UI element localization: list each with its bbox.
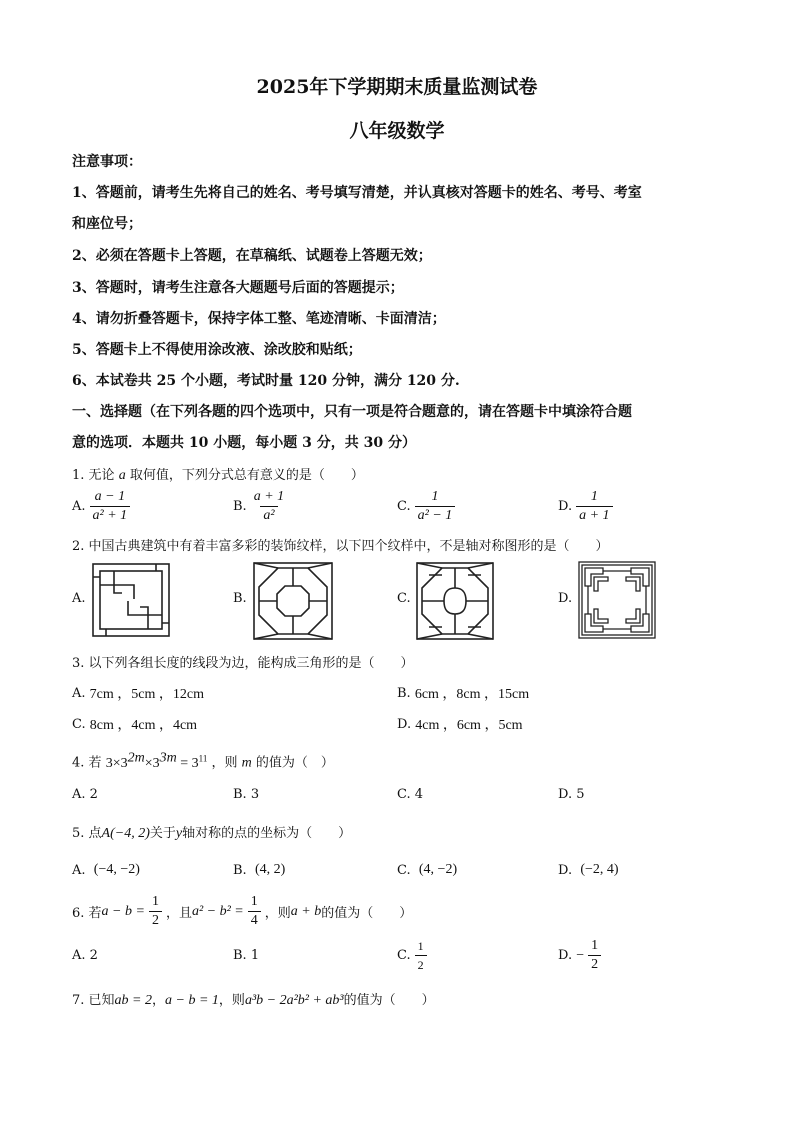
option-letter: B. (233, 948, 247, 963)
q2-pattern-d-image (578, 561, 656, 639)
exam-subtitle: 八年级数学 (349, 120, 445, 142)
q4-expression (105, 750, 208, 771)
option-letter: C. (397, 862, 411, 878)
option-letter: C. (397, 499, 411, 514)
q7-expr3: a³b − 2a²b² + ab³ (244, 993, 344, 1008)
q5-stem-a: 5. 点 (72, 826, 102, 841)
q1-option-d[interactable] (558, 489, 617, 524)
numerator: a − 1 (94, 489, 126, 504)
option-text: 4 (414, 787, 424, 802)
q7-sep: ， (152, 993, 166, 1008)
q7-expr1: ab = 2 (114, 993, 152, 1008)
q4-option-b[interactable] (233, 787, 259, 802)
fraction (415, 938, 427, 973)
q2-option-a-letter[interactable]: A. (72, 591, 86, 606)
q4-expr: 3×3 (105, 755, 128, 771)
option-text: (−2, 4) (580, 862, 619, 877)
note-line-5: 5、答题卡上不得使用涂改液、涂改胶和贴纸； (72, 342, 362, 358)
option-text: 1 (250, 948, 260, 963)
denominator: a² − 1 (415, 506, 456, 524)
option-letter: D. (558, 787, 573, 802)
option-letter: C. (397, 948, 411, 963)
q4-exp2: 3m (159, 750, 177, 765)
question-4-stem (72, 750, 334, 772)
option-letter: D. (558, 862, 573, 878)
q6-expr3: a + b (290, 903, 322, 919)
q6-option-d[interactable] (558, 938, 605, 973)
minus-sign: − (576, 947, 585, 963)
numerator: a + 1 (253, 489, 285, 504)
q2-option-c-letter[interactable]: C. (397, 591, 411, 606)
option-text: (−4, −2) (93, 862, 140, 877)
q4-exp1: 2m (127, 750, 145, 765)
q3-option-c[interactable] (72, 714, 197, 734)
q7-stem-b: ，则 (218, 993, 245, 1008)
numerator: 1 (591, 938, 599, 953)
q2-option-d-letter[interactable]: D. (558, 591, 573, 606)
denominator: 2 (149, 911, 162, 929)
numerator: 1 (417, 939, 424, 953)
fraction (90, 489, 131, 524)
q5-option-b[interactable] (233, 862, 285, 878)
option-text: 6cm ，8cm ，15cm (414, 687, 530, 702)
q6-stem-d: 的值为（ ） (321, 906, 413, 921)
question-3-stem: 3. 以下列各组长度的线段为边，能构成三角形的是（ ） (72, 656, 414, 671)
option-letter: A. (72, 948, 86, 963)
exam-title: 2025年下学期期末质量监测试卷 (256, 76, 538, 98)
question-5-stem (72, 822, 351, 842)
option-letter: D. (558, 499, 573, 514)
q5-point: A(−4, 2) (101, 826, 150, 841)
option-letter: A. (72, 787, 86, 802)
option-text: 4cm ，6cm ，5cm (415, 718, 523, 733)
note-line-2: 2、必须在答题卡上答题，在草稿纸、试题卷上答题无效； (72, 248, 432, 264)
option-text: 2 (89, 787, 98, 802)
numerator: 1 (151, 894, 159, 909)
option-letter: B. (233, 787, 247, 802)
option-letter: B. (233, 499, 247, 514)
q7-stem-c: 的值为（ ） (343, 993, 435, 1008)
denominator: 2 (415, 955, 427, 973)
note-line-6: 6、本试卷共 25 个小题，考试时量 120 分钟，满分 120 分. (72, 373, 460, 389)
q5-option-c[interactable] (397, 862, 457, 878)
fraction (415, 489, 456, 524)
q1-option-a[interactable] (72, 489, 134, 524)
q6-option-a[interactable] (72, 948, 98, 963)
q4-option-d[interactable] (558, 787, 585, 802)
q4-expr3: = 3 (176, 755, 199, 771)
question-1-stem (72, 464, 364, 484)
q1-stem-a: 1. 无论 (72, 468, 115, 483)
option-text: 2 (89, 948, 98, 963)
q5-stem-b: 关于 (149, 826, 176, 841)
q4-stem-a: 4. 若 (72, 755, 102, 771)
q5-var: y (175, 826, 183, 841)
section-heading-line2: 意的选项．本题共 10 小题，每小题 3 分，共 30 分） (72, 435, 416, 451)
option-text: (4, −2) (418, 862, 458, 877)
fraction (251, 489, 287, 524)
option-text: 7cm ，5cm ，12cm (89, 687, 204, 702)
option-text: (4, 2) (254, 862, 286, 877)
q6-expr1: a − b = (101, 903, 145, 919)
option-letter: B. (397, 685, 411, 701)
note-line-4: 4、请勿折叠答题卡，保持字体工整、笔迹清晰、卡面清洁； (72, 311, 446, 327)
notes-heading: 注意事项： (72, 154, 142, 170)
option-text: 5 (576, 787, 585, 802)
q6-expr2: a² − b² = (191, 903, 244, 919)
q3-option-b[interactable] (397, 683, 529, 703)
q6-stem-b: ，且 (165, 906, 192, 921)
option-letter: B. (233, 862, 247, 878)
q4-stem-b: ，则 (211, 755, 238, 771)
option-letter: C. (397, 787, 411, 802)
q3-option-d[interactable] (397, 714, 523, 734)
q4-expr2: ×3 (144, 755, 160, 771)
fraction (149, 894, 162, 929)
q2-pattern-b-image (253, 562, 333, 640)
option-letter: D. (397, 716, 412, 732)
numerator: 1 (590, 489, 598, 504)
q6-option-b[interactable] (233, 948, 259, 963)
q5-option-a[interactable] (72, 862, 140, 878)
denominator: a + 1 (576, 506, 612, 524)
option-letter: D. (558, 948, 573, 963)
denominator: a² (260, 506, 277, 524)
q4-option-c[interactable] (397, 787, 423, 802)
numerator: 1 (250, 894, 258, 909)
q2-pattern-c-image (416, 562, 494, 640)
option-letter: A. (72, 862, 86, 878)
denominator: 2 (588, 955, 601, 973)
option-letter: C. (72, 716, 86, 732)
option-letter: A. (72, 499, 86, 514)
question-7-stem (72, 989, 435, 1009)
fraction (248, 894, 261, 929)
q4-stem-c: 的值为（ ） (255, 755, 334, 771)
q5-stem-c: 轴对称的点的坐标为（ ） (182, 826, 352, 841)
q6-option-c[interactable] (397, 938, 431, 973)
note-line-3: 3、答题时，请考生注意各大题题号后面的答题提示； (72, 280, 404, 296)
question-6-stem (72, 894, 412, 929)
option-text: 3 (250, 787, 260, 802)
q1-option-c[interactable] (397, 489, 459, 524)
q5-option-d[interactable] (558, 862, 619, 878)
fraction (576, 489, 612, 524)
option-text: 8cm ，4cm ，4cm (89, 718, 198, 733)
q4-exp3: 11 (198, 753, 208, 763)
q6-stem-a: 6. 若 (72, 906, 102, 921)
denominator: 4 (248, 911, 261, 929)
q1-var: a (118, 468, 126, 483)
note-line-1b: 和座位号； (72, 216, 142, 232)
q6-stem-c: ，则 (264, 906, 291, 921)
q2-pattern-a-image (92, 563, 170, 637)
q1-option-b[interactable] (233, 489, 291, 524)
fraction (588, 938, 601, 973)
option-letter: A. (72, 685, 86, 701)
numerator: 1 (431, 489, 439, 504)
denominator: a² + 1 (90, 506, 131, 524)
section-heading-line1: 一、选择题（在下列各题的四个选项中，只有一项是符合题意的，请在答题卡中填涂符合题 (72, 404, 632, 420)
question-2-stem: 2. 中国古典建筑中有着丰富多彩的装饰纹样，以下四个纹样中，不是轴对称图形的是（ ） (72, 539, 609, 554)
q7-expr2: a − b = 1 (165, 993, 219, 1008)
q2-option-b-letter[interactable]: B. (233, 591, 247, 606)
q4-var: m (241, 755, 252, 771)
note-line-1: 1、答题前，请考生先将自己的姓名、考号填写清楚，并认真核对答题卡的姓名、考号、考室 (72, 185, 642, 201)
q4-option-a[interactable] (72, 787, 98, 802)
q1-stem-b: 取何值，下列分式总有意义的是（ ） (129, 468, 364, 483)
q7-stem-a: 7. 已知 (72, 993, 115, 1008)
q3-option-a[interactable] (72, 683, 204, 703)
